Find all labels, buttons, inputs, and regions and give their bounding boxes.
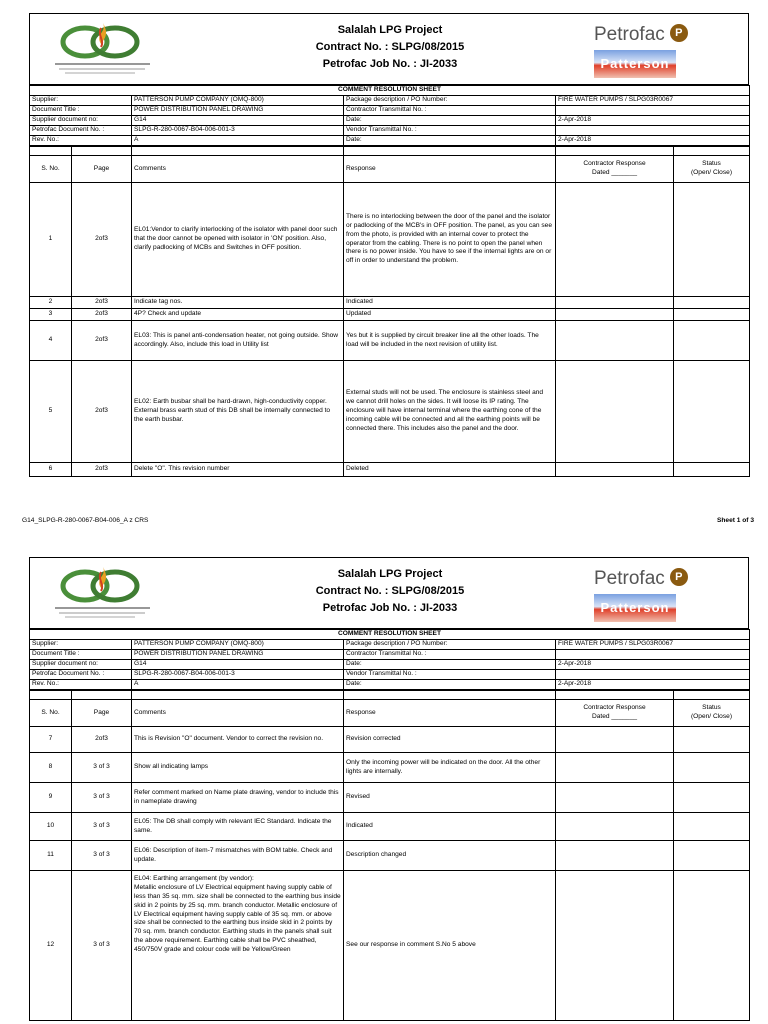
document-info-table [29,85,750,146]
row-status [674,183,750,297]
date-value: 2-Apr-2018 [556,136,750,146]
petrofac-mark-icon: P [670,568,688,586]
col-status-line2: (Open/ Close) [690,169,733,176]
col-status [674,156,750,183]
row-page: 2of3 [72,183,132,297]
project-title-block [250,566,530,617]
row-status [674,309,750,321]
package-label: Package description / PO Number: [344,640,556,650]
sheet-title: COMMENT RESOLUTION SHEET [30,86,750,96]
row-response: Revised [344,783,556,813]
row-contractor [556,361,674,463]
row-contractor [556,753,674,783]
ogc-logo [45,564,160,622]
date-value: 2-Apr-2018 [556,660,750,670]
col-sno: S. No. [30,156,72,183]
row-status [674,727,750,753]
date-label: Date: [344,136,556,146]
doc-title-label: Document Title : [30,106,132,116]
date-value: 2-Apr-2018 [556,680,750,690]
petrofac-doc-value: SLPG-R-280-0067-B04-006-001-3 [132,670,344,680]
col-contractor-response [556,156,674,183]
row-status [674,297,750,309]
row-sno: 11 [30,841,72,871]
footer-filename: G14_SLPG-R-280-0067-B04-006_A z CRS [22,517,149,524]
petrofac-logo: Petrofac [594,24,665,45]
col-contractor-line1: Contractor Response [583,704,646,712]
doc-title-value: POWER DISTRIBUTION PANEL DRAWING [132,106,344,116]
table-row [30,309,750,321]
contractor-transmittal-value [556,106,750,116]
row-comment: Show all indicating lamps [132,753,344,783]
patterson-logo: Patterson [594,50,676,78]
row-page: 2of3 [72,463,132,477]
footer-sheet-number: Sheet 1 of 3 [716,517,754,524]
brand-block [594,568,734,622]
row-comment: EL04: Earthing arrangement (by vendor): Metallic enclosure of LV Electrical equipment having supply cable of less than 35 sq. mm. size shall be connected to the earthing bus inside skid in 2 points by 25 sq. mm. branch conductor. Metallic enclosure of LV Electrical equipment having supply cable of 35 sq. mm. or above size shall be connected to the earthing bus inside skid in 2 points by 70 sq. mm. branch conductor. Earthing studs in the panels shall suit the above requirement. Earthing cable shall be PVC sheathed, 450/750V grade and colour code will be Yellow/Green [132,871,344,1021]
contractor-transmittal-value [556,650,750,660]
row-contractor [556,463,674,477]
job-number: Petrofac Job No. : JI-2033 [322,58,458,70]
col-contractor-line1: Contractor Response [583,160,646,168]
row-page: 3 of 3 [72,813,132,841]
row-response: There is no interlocking between the door of the panel and the isolator or padlocking of the MCB's in OFF position. The panel, as you can see from the photo, is provided with an internal cover to protect the operator from the cabling. There is no point to open the panel when there is no power inside. You have to see if the internal lights are on or off in order to understand the problem. [344,183,556,297]
table-row [30,183,750,297]
ogc-logo [45,20,160,78]
col-comments: Comments [132,156,344,183]
row-sno: 2 [30,297,72,309]
row-response: Revision corrected [344,727,556,753]
row-sno: 8 [30,753,72,783]
project-name: Salalah LPG Project [337,568,443,580]
row-status [674,841,750,871]
row-page: 2of3 [72,321,132,361]
petrofac-doc-label: Petrofac Document No. : [30,670,132,680]
col-response: Response [344,700,556,727]
project-title-block [250,22,530,73]
row-sno: 9 [30,783,72,813]
row-sno: 12 [30,871,72,1021]
vendor-transmittal-label: Vendor Transmittal No. : [344,670,556,680]
supplier-doc-label: Supplier document no: [30,660,132,670]
row-sno: 6 [30,463,72,477]
row-contractor [556,841,674,871]
contractor-transmittal-label: Contractor Transmittal No. : [344,106,556,116]
col-contractor-line2: Dated _______ [591,169,638,176]
supplier-label: Supplier: [30,640,132,650]
row-contractor [556,871,674,1021]
rev-label: Rev. No.: [30,680,132,690]
row-sno: 4 [30,321,72,361]
row-contractor [556,309,674,321]
rev-label: Rev. No.: [30,136,132,146]
col-status-line1: Status [702,160,721,168]
row-status [674,783,750,813]
row-page: 3 of 3 [72,753,132,783]
row-response: Indicated [344,297,556,309]
contract-number: Contract No. : SLPG/08/2015 [315,41,465,53]
row-response: Description changed [344,841,556,871]
row-sno: 3 [30,309,72,321]
row-comment: EL05: The DB shall comply with relevant IEC Standard. Indicate the same. [132,813,344,841]
sheet-1 [29,13,749,477]
row-comment: EL02: Earth busbar shall be hard-drawn, high-conductivity copper. External brass earth stud of this DB shall be internally connected to the earth busbar. [132,361,344,463]
row-page: 3 of 3 [72,841,132,871]
date-value: 2-Apr-2018 [556,116,750,126]
row-comment: Delete "O". This revision number [132,463,344,477]
job-number: Petrofac Job No. : JI-2033 [322,602,458,614]
row-contractor [556,783,674,813]
comments-table [29,146,750,477]
package-value: FIRE WATER PUMPS / SLPG03R0067 [556,640,750,650]
table-row [30,727,750,753]
date-label: Date: [344,680,556,690]
document-info-table [29,629,750,690]
date-label: Date: [344,660,556,670]
row-contractor [556,297,674,309]
patterson-logo: Patterson [594,594,676,622]
contractor-transmittal-label: Contractor Transmittal No. : [344,650,556,660]
row-comment: Refer comment marked on Name plate drawing, vendor to include this in nameplate drawing [132,783,344,813]
row-response: External studs will not be used. The enclosure is stainless steel and we cannot drill holes on the sides. It will loose its IP rating. The enclosure will have internal terminal where the earthing cone of the incoming cable will be connected and all the earthing points will be connected there. This includes also the panel and the door. [344,361,556,463]
petrofac-logo: Petrofac [594,568,665,589]
supplier-value: PATTERSON PUMP COMPANY (OMQ-800) [132,96,344,106]
col-status-line1: Status [702,704,721,712]
row-contractor [556,813,674,841]
date-label: Date: [344,116,556,126]
supplier-doc-value: G14 [132,116,344,126]
row-response: Only the incoming power will be indicated on the door. All the other lights are internally. [344,753,556,783]
row-status [674,361,750,463]
sheet-title: COMMENT RESOLUTION SHEET [30,630,750,640]
row-comment: This is Revision "O" document. Vendor to correct the revision no. [132,727,344,753]
sheet-2 [29,557,749,1021]
sheet-header [29,557,749,629]
row-comment: 4P? Check and update [132,309,344,321]
col-sno: S. No. [30,700,72,727]
row-sno: 7 [30,727,72,753]
rev-value: A [132,680,344,690]
row-response: Updated [344,309,556,321]
row-contractor [556,183,674,297]
supplier-value: PATTERSON PUMP COMPANY (OMQ-800) [132,640,344,650]
row-sno: 5 [30,361,72,463]
package-value: FIRE WATER PUMPS / SLPG03R0067 [556,96,750,106]
table-row [30,297,750,309]
row-contractor [556,727,674,753]
row-status [674,813,750,841]
row-comment: EL01:Vendor to clarify interlocking of the isolator with panel door such that the door cannot be opened with isolator in 'ON' position. Also, clarify padlocking of MCBs and Switches in OFF position. [132,183,344,297]
petrofac-mark-icon: P [670,24,688,42]
vendor-transmittal-label: Vendor Transmittal No. : [344,126,556,136]
table-row [30,871,750,1021]
package-label: Package description / PO Number: [344,96,556,106]
col-status [674,700,750,727]
table-row [30,753,750,783]
table-row [30,361,750,463]
project-name: Salalah LPG Project [337,24,443,36]
col-status-line2: (Open/ Close) [690,713,733,720]
row-page: 3 of 3 [72,783,132,813]
row-response: See our response in comment S.No 5 above [344,871,556,1021]
row-response: Indicated [344,813,556,841]
doc-title-value: POWER DISTRIBUTION PANEL DRAWING [132,650,344,660]
table-row [30,841,750,871]
row-status [674,463,750,477]
row-page: 2of3 [72,297,132,309]
petrofac-doc-value: SLPG-R-280-0067-B04-006-001-3 [132,126,344,136]
row-response: Yes but it is supplied by circuit breaker line all the other loads. The load will be included in the next revision of utility list. [344,321,556,361]
comments-table [29,690,750,1021]
row-page: 3 of 3 [72,871,132,1021]
row-comment: EL06: Description of item-7 mismatches with BOM table. Check and update. [132,841,344,871]
row-page: 2of3 [72,727,132,753]
row-status [674,871,750,1021]
supplier-label: Supplier: [30,96,132,106]
col-page: Page [72,156,132,183]
rev-value: A [132,136,344,146]
row-sno: 10 [30,813,72,841]
row-page: 2of3 [72,309,132,321]
table-row [30,813,750,841]
row-contractor [556,321,674,361]
col-response: Response [344,156,556,183]
doc-title-label: Document Title : [30,650,132,660]
table-row [30,321,750,361]
col-contractor-response [556,700,674,727]
col-comments: Comments [132,700,344,727]
row-status [674,753,750,783]
row-status [674,321,750,361]
supplier-doc-label: Supplier document no: [30,116,132,126]
table-row [30,463,750,477]
row-sno: 1 [30,183,72,297]
row-comment: Indicate tag nos. [132,297,344,309]
col-contractor-line2: Dated _______ [591,713,638,720]
supplier-doc-value: G14 [132,660,344,670]
row-comment: EL03: This is panel anti-condensation heater, not going outside. Show accordingly. Also, include this load in Utility list [132,321,344,361]
col-page: Page [72,700,132,727]
table-row [30,783,750,813]
row-response: Deleted [344,463,556,477]
vendor-transmittal-value [556,670,750,680]
brand-block [594,24,734,78]
vendor-transmittal-value [556,126,750,136]
sheet-header [29,13,749,85]
petrofac-doc-label: Petrofac Document No. : [30,126,132,136]
contract-number: Contract No. : SLPG/08/2015 [315,585,465,597]
row-page: 2of3 [72,361,132,463]
